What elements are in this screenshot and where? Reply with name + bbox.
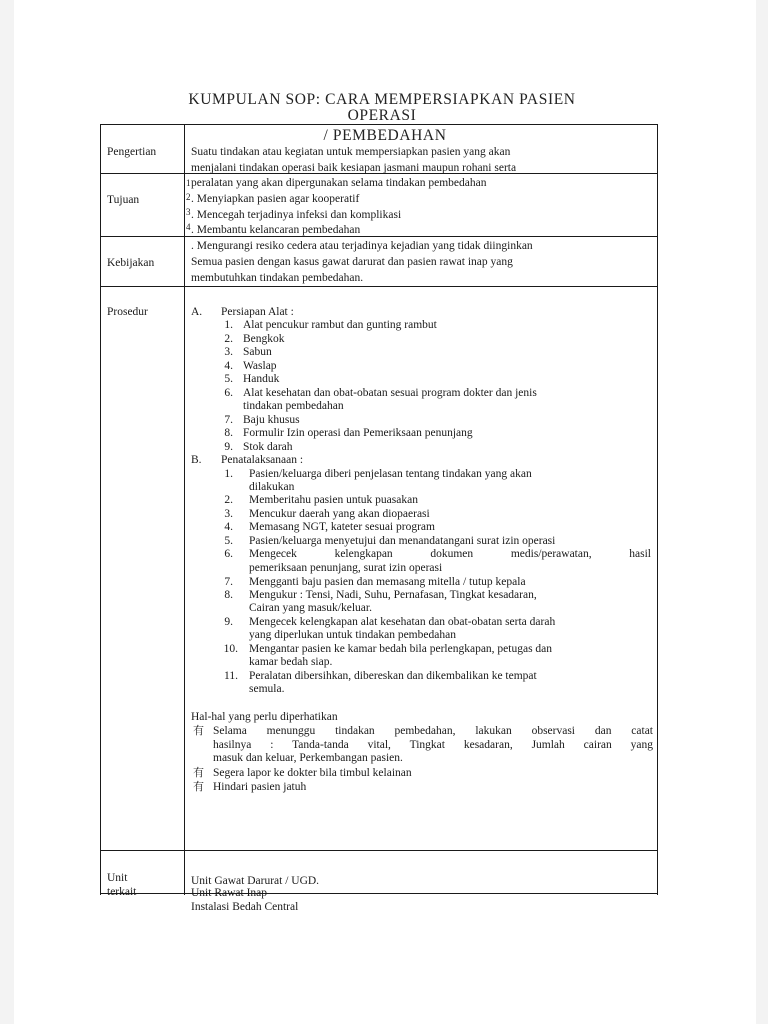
title-line-1: KUMPULAN SOP: CARA MEMPERSIAPKAN PASIEN [188,91,576,108]
alat-number-4: 4. [224,360,233,372]
langkah-item-2: Memberitahu pasien untuk puasakan [249,494,418,506]
label-kebijakan: Kebijakan [107,257,155,269]
tujuan-marker-4: 4 [186,222,191,232]
label-pengertian: Pengertian [107,146,157,158]
langkah-item-9: Mengecek kelengkapan alat kesehatan dan obat-obatan serta darah [249,616,556,628]
perhatian-item-3: Hindari pasien jatuh [213,781,307,793]
table-border-right [657,124,658,895]
alat-item-4: Waslap [243,360,277,372]
langkah-item-11-cont: semula. [249,683,285,695]
label-unit-line-2: terkait [107,886,137,898]
perhatian-item-1-line-3: masuk dan keluar, Perkembangan pasien. [213,752,403,764]
langkah-number-1: 1. [224,468,233,480]
title-line-2: OPERASI [347,107,417,124]
langkah-item-1: Pasien/keluarga diberi penjelasan tentang tindakan yang akan [249,468,532,480]
alat-item-7: Baju khusus [243,414,300,426]
alat-number-7: 7. [224,414,233,426]
alat-item-6: Alat kesehatan dan obat-obatan sesuai program dokter dan jenis [243,387,537,399]
perhatian-item-1-line-2: hasilnya : Tanda-tanda vital, Tingkat kesadaran, Jumlah cairan yang [213,739,653,751]
langkah-item-3: Mencukur daerah yang akan diopaerasi [249,508,430,520]
alat-number-6: 6. [224,387,233,399]
tujuan-item-1: . Menyiapkan pasien agar kooperatif [191,193,360,205]
unit-terkait-2: Unit Rawat Inap [191,887,268,899]
langkah-item-9-cont: yang diperlukan untuk tindakan pembedahan [249,629,456,641]
section-b-title: Penatalaksanaan : [221,454,304,466]
alat-number-1: 1. [224,319,233,331]
langkah-item-4: Memasang NGT, kateter sesuai program [249,521,435,533]
tujuan-item-3: . Membantu kelancaran pembedahan [191,224,361,236]
tujuan-marker-2: 2 [186,192,191,202]
section-a-letter: A. [191,306,203,318]
langkah-number-11: 11. [224,670,238,682]
langkah-item-5: Pasien/keluarga menyetujui dan menandatangani surat izin operasi [249,535,556,547]
section-b-letter: B. [191,454,202,466]
langkah-item-10: Mengantar pasien ke kamar bedah bila perlengkapan, petugas dan [249,643,553,655]
label-unit-terkait [107,871,136,899]
alat-number-8: 8. [224,427,233,439]
langkah-item-1-cont: dilakukan [249,481,295,493]
kebijakan-line-1: Semua pasien dengan kasus gawat darurat dan pasien rawat inap yang [191,256,513,268]
langkah-item-8: Mengukur : Tensi, Nadi, Suhu, Pernafasan, Tingkat kesadaran, [249,589,537,601]
unit-terkait-1: Unit Gawat Darurat / UGD. [191,875,320,887]
langkah-item-7: Mengganti baju pasien dan memasang mitella / tutup kepala [249,576,526,588]
perhatian-item-1-line-1: Selama menunggu tindakan pembedahan, lakukan observasi dan catat [213,725,653,737]
alat-item-1: Alat pencukur rambut dan gunting rambut [243,319,437,331]
alat-item-5: Handuk [243,373,280,385]
langkah-number-7: 7. [224,576,233,588]
document-title [100,92,664,124]
alat-item-9: Stok darah [243,441,293,453]
perhatian-bullet-2: 有 [193,767,204,779]
tujuan-marker-1: 1 [186,178,191,188]
pengertian-line-1: Suatu tindakan atau kegiatan untuk mempersiapkan pasien yang akan [191,146,511,158]
tujuan-marker-3: 3 [186,207,191,217]
alat-number-9: 9. [224,441,233,453]
alat-item-8: Formulir Izin operasi dan Pemeriksaan penunjang [243,427,473,439]
langkah-number-8: 8. [224,589,233,601]
label-prosedur: Prosedur [107,306,148,318]
perhatian-bullet-3: 有 [193,781,204,793]
document-subtitle: / PEMBEDAHAN [323,127,447,144]
alat-number-3: 3. [224,346,233,358]
langkah-number-6: 6. [224,548,233,560]
perhatian-bullet-1: 有 [193,725,204,737]
langkah-item-6-cont: pemeriksaan penunjang, surat izin operasi [249,562,443,574]
tujuan-item-2: . Mencegah terjadinya infeksi dan komplikasi [191,209,402,221]
langkah-number-2: 2. [224,494,233,506]
langkah-item-6: Mengecek kelengkapan dokumen medis/perawatan, hasil [249,548,651,560]
alat-number-5: 5. [224,373,233,385]
section-a-title: Persiapan Alat : [221,306,294,318]
langkah-number-5: 5. [224,535,233,547]
unit-terkait-3: Instalasi Bedah Central [191,901,299,913]
alat-item-3: Sabun [243,346,272,358]
perhatian-title: Hal-hal yang perlu diperhatikan [191,711,338,723]
langkah-number-10: 10. [223,643,238,655]
langkah-number-9: 9. [224,616,233,628]
langkah-item-8-cont: Cairan yang masuk/keluar. [249,602,372,614]
alat-number-2: 2. [224,333,233,345]
table-border-left [100,124,101,895]
kebijakan-line-2: membutuhkan tindakan pembedahan. [191,272,364,284]
tujuan-item-4: . Mengurangi resiko cedera atau terjadinya kejadian yang tidak diinginkan [191,240,533,252]
label-unit-line-1: Unit [107,872,128,884]
langkah-number-4: 4. [224,521,233,533]
alat-item-2: Bengkok [243,333,285,345]
langkah-item-11: Peralatan dibersihkan, dibereskan dan dikembalikan ke tempat [249,670,537,682]
label-tujuan: Tujuan [107,194,140,206]
perhatian-item-2: Segera lapor ke dokter bila timbul kelainan [213,767,412,779]
alat-item-6-cont: tindakan pembedahan [243,400,344,412]
langkah-item-10-cont: kamar bedah siap. [249,656,333,668]
langkah-number-3: 3. [224,508,233,520]
pengertian-line-3: peralatan yang akan dipergunakan selama tindakan pembedahan [191,177,487,189]
column-divider [184,124,185,895]
pengertian-line-2: menjalani tindakan operasi baik kesiapan jasmani maupun rohani serta [191,162,517,174]
